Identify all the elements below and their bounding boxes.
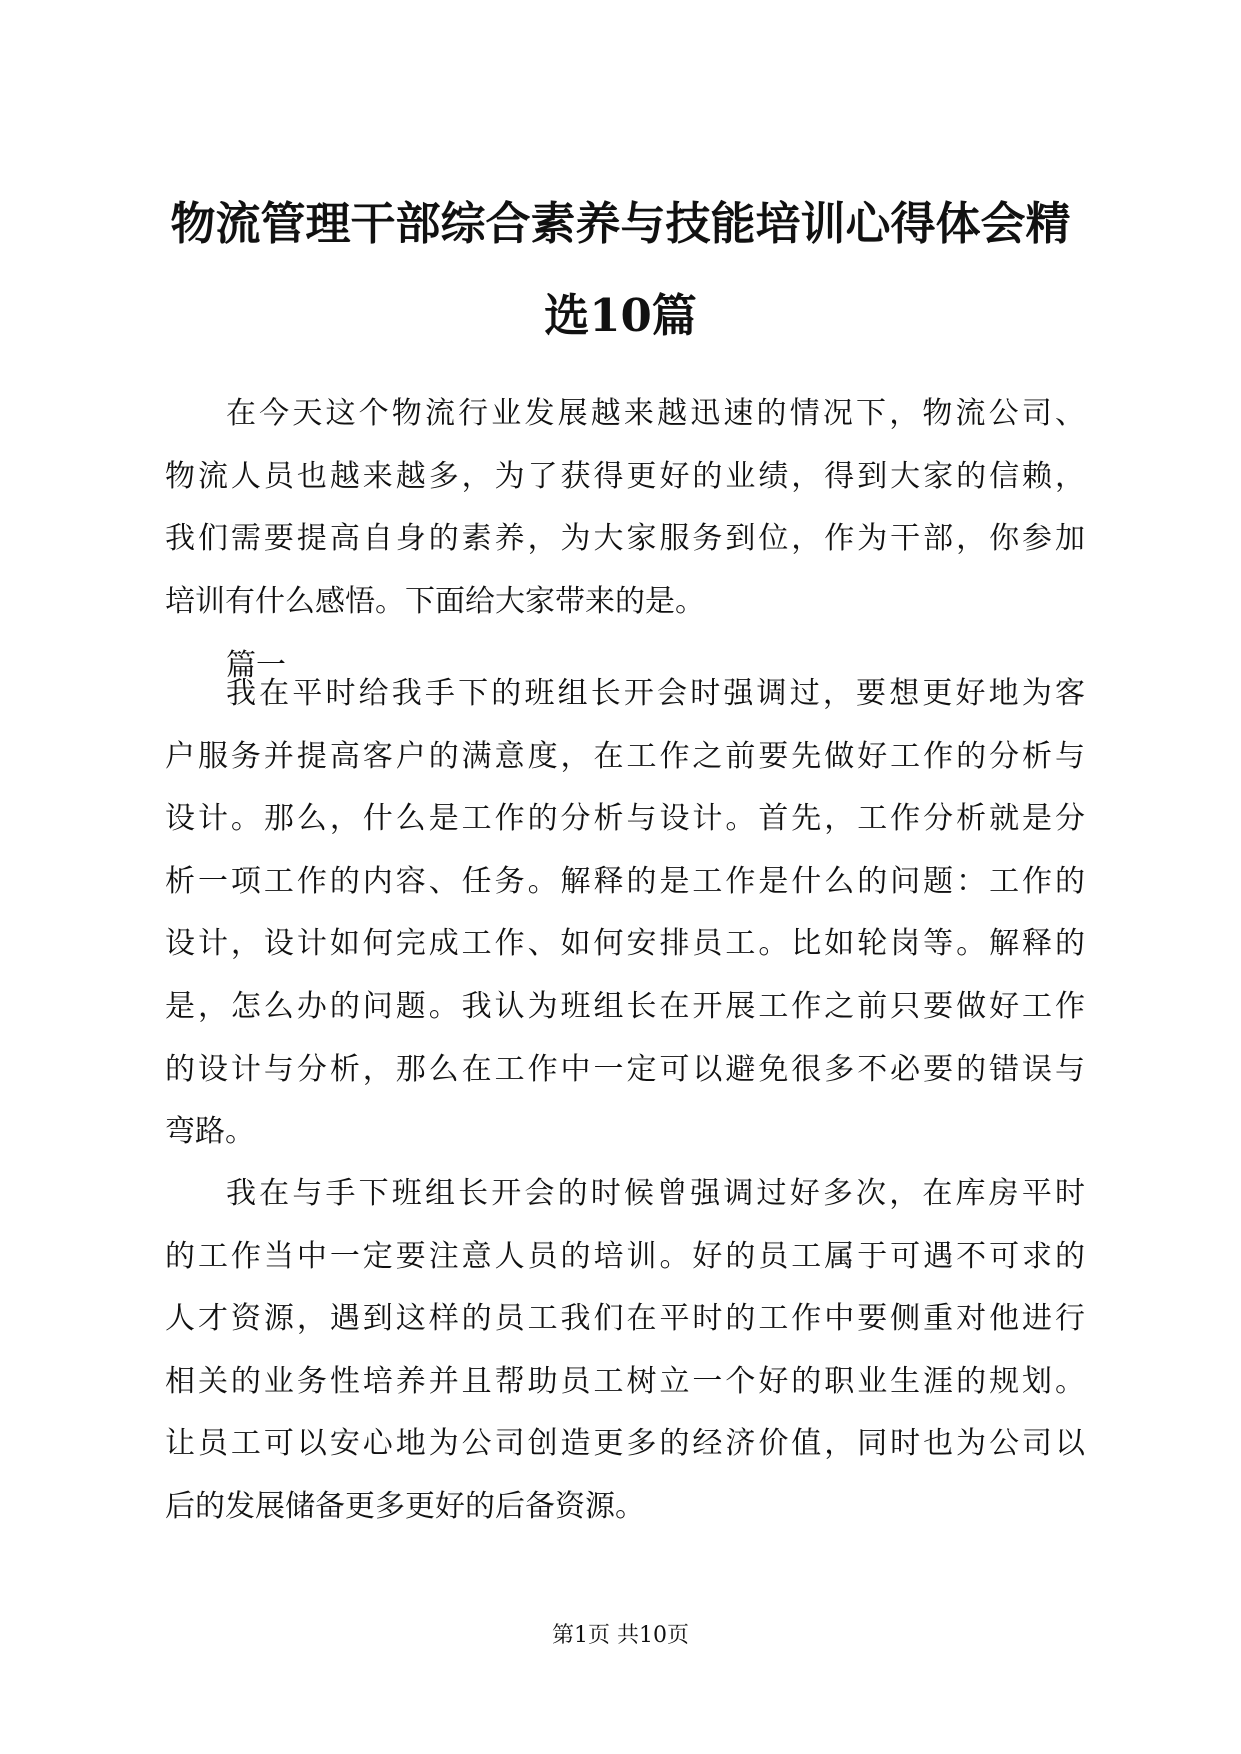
- paragraph-line: 的设计与分析，那么在工作中一定可以避免很多不必要的错误与: [165, 1051, 1085, 1087]
- paragraph-line: 相关的业务性培养并且帮助员工树立一个好的职业生涯的规划。: [165, 1363, 1085, 1399]
- paragraph-line: 在今天这个物流行业发展越来越迅速的情况下，物流公司、: [226, 396, 1085, 431]
- paragraph-line: 弯路。: [165, 1114, 255, 1150]
- section-heading: 篇一: [226, 648, 286, 683]
- paragraph-line: 让员工可以安心地为公司创造更多的经济价值，同时也为公司以: [165, 1426, 1085, 1462]
- paragraph-line: 设计。那么，什么是工作的分析与设计。首先，工作分析就是分: [165, 801, 1085, 837]
- paragraph-line: 设计，设计如何完成工作、如何安排员工。比如轮岗等。解释的: [165, 926, 1085, 962]
- page-footer: 第1页 共10页: [552, 1623, 689, 1648]
- paragraph-line: 物流人员也越来越多，为了获得更好的业绩，得到大家的信赖，: [165, 458, 1085, 494]
- paragraph-line: 析一项工作的内容、任务。解释的是工作是什么的问题：工作的: [165, 863, 1085, 899]
- paragraph-line: 后的发展储备更多更好的后备资源。: [165, 1489, 645, 1524]
- paragraph-line: 我们需要提高自身的素养，为大家服务到位，作为干部，你参加: [165, 521, 1085, 557]
- paragraph-line: 的工作当中一定要注意人员的培训。好的员工属于可遇不可求的: [165, 1238, 1085, 1274]
- document-title-line-2: 选10篇: [544, 289, 697, 342]
- paragraph-line: 是，怎么办的问题。我认为班组长在开展工作之前只要做好工作: [165, 989, 1085, 1024]
- paragraph-line: 户服务并提高客户的满意度，在工作之前要先做好工作的分析与: [165, 738, 1085, 774]
- paragraph-line: 人才资源，遇到这样的员工我们在平时的工作中要侧重对他进行: [165, 1301, 1085, 1337]
- paragraph-line: 我在平时给我手下的班组长开会时强调过，要想更好地为客: [226, 676, 1085, 711]
- document-title-line-1: 物流管理干部综合素养与技能培训心得体会精: [170, 197, 1071, 250]
- paragraph-line: 我在与手下班组长开会的时候曾强调过好多次，在库房平时: [226, 1176, 1085, 1211]
- paragraph-line: 培训有什么感悟。下面给大家带来的是。: [165, 583, 705, 619]
